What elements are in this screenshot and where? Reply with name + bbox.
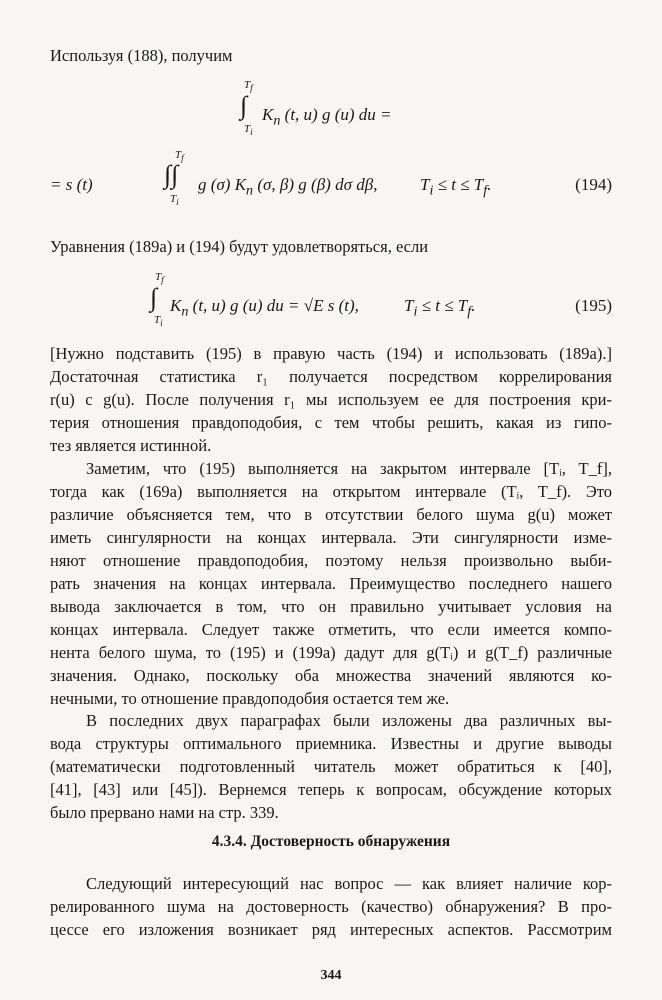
equation-194-line2: g (σ) $K_n$ (σ, β) g (β) dσ dβ, [198,175,378,199]
text-line: Достаточная статистика r₁ получается посредством коррелирования [50,367,612,386]
paragraph-2 [50,457,612,710]
text-line: (математически подготовленный читатель может обратиться к [40], [50,757,612,776]
text-line: рать значения на концах интервала. Преимущество последнего нашего [50,574,612,593]
intro-text: Используя (188), получим [50,46,233,65]
equation-194-line1: $K_n$ (t, u) g (u) du = [262,105,392,129]
integral-lower-limit: $T_i$ [154,314,163,329]
double-integral-sign-icon: ∫∫ [164,160,179,189]
text-line: иметь сингулярности на концах интервала. Эти сингулярности изме- [50,528,612,547]
integral-upper-limit: $T_f$ [155,271,164,286]
page-number: 344 [320,968,342,983]
equation-194-prefix: = s (t) [50,175,93,194]
paragraph-3 [50,709,612,824]
equation-194-condition: $T_i \le t \le T_f$. [420,175,492,199]
equation-194-number: (194) [575,175,612,194]
equation-195-body: $K_n$ (t, u) g (u) du = √E s (t), [170,296,359,320]
text-line: вывода заключается в том, что он правильно учитывает условия на [50,597,612,616]
paragraph-1 [50,342,612,457]
text-line: тез является истинной. [50,436,212,455]
double-integral-lower-limit: $T_i$ [170,193,179,208]
section-title: 4.3.4. Достоверность обнаружения [211,833,451,850]
text-line: различие объясняется тем, что в отсутствии белого шума g(u) может [50,505,612,524]
integral-upper-limit: $T_f$ [244,79,253,94]
text-line: Заметим, что (195) выполняется на закрытом интервале [Tᵢ, T_f], [86,459,612,478]
text-line: значения. Однако, поскольку оба множества значений являются ко- [50,666,612,685]
text-line: нечными, то отношение правдоподобия остается тем же. [50,689,450,708]
text-line: тогда как (169а) выполняется на открытом интервале (Tᵢ, T_f). Это [50,482,612,501]
equation-195-condition: $T_i \le t \le T_f$. [404,296,476,320]
text-line: концах интервала. Следует также отметить, что если имеется компо- [50,620,612,639]
text-line: r(u) с g(u). После получения r₁ мы используем ее для построения кри- [50,390,612,409]
integral-sign-icon: ∫ [150,283,158,312]
text-line: цессе его изложения возникает ряд интересных аспектов. Рассмотрим [50,920,612,939]
text-line: вода структуры оптимального приемника. Известны и другие выводы [50,734,612,753]
equation-195-number: (195) [575,296,612,315]
text-line: [Нужно подставить (195) в правую часть (194) и использовать (189а).] [50,344,612,363]
text-line: терия отношения правдоподобия, с тем чтобы решить, какая из гипо- [50,413,612,432]
text-line: было прервано нами на стр. 339. [50,803,279,822]
text-line: релированного шума на достоверность (качество) обнаружения? В про- [50,897,612,916]
text-line: [41], [43] или [45]). Вернемся теперь к вопросам, обсуждение которых [50,780,612,799]
paragraph-4 [50,872,612,941]
text-line: Следующий интересующий нас вопрос — как влияет наличие кор- [86,874,612,893]
text-line: В последних двух параграфах были изложены два различных вы- [86,711,612,730]
text-between-equations: Уравнения (189а) и (194) будут удовлетворяться, если [50,237,429,256]
double-integral-upper-limit: $T_f$ [175,149,184,164]
text-line: няют отношение правдоподобия, поэтому нельзя произвольно выби- [50,551,612,570]
integral-lower-limit: $T_i$ [244,123,253,138]
text-line: нента белого шума, то (195) и (199а) дадут для g(Tᵢ) и g(T_f) различные [50,643,612,662]
integral-sign-icon: ∫ [240,91,248,120]
